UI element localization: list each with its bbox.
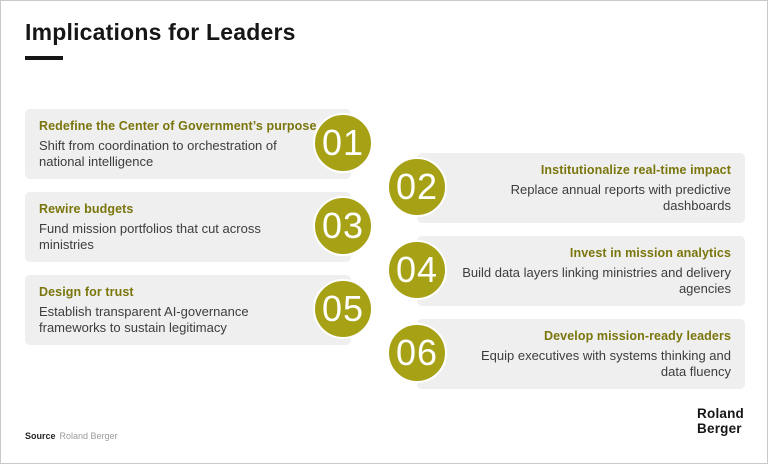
- item-number-badge: [313, 279, 373, 339]
- item-heading: Design for trust: [39, 285, 134, 299]
- item-body: Shift from coordination to orchestration of national intelligence: [39, 138, 277, 169]
- item-body: Build data layers linking ministries and delivery agencies: [462, 265, 731, 296]
- item-number: 06: [395, 332, 439, 373]
- item-number-badge: [313, 196, 373, 256]
- source-label: Source: [25, 431, 56, 441]
- source-line: [25, 431, 118, 441]
- title-underline: [25, 56, 63, 60]
- logo-line2: Berger: [697, 421, 742, 436]
- source-value: Roland Berger: [59, 431, 118, 441]
- item-body: Replace annual reports with predictive dashboards: [510, 182, 731, 213]
- item-card: [417, 153, 745, 223]
- item-heading: Develop mission-ready leaders: [543, 329, 731, 343]
- item-heading: Rewire budgets: [39, 202, 134, 216]
- item-number: 01: [321, 122, 365, 163]
- item-card: [417, 319, 745, 389]
- item-number-badge: [313, 113, 373, 173]
- roland-berger-logo: [697, 406, 744, 436]
- item-number: 05: [321, 288, 365, 329]
- item-card: [25, 109, 351, 179]
- item-heading: Redefine the Center of Government’s purpose: [39, 119, 317, 133]
- page-title: Implications for Leaders: [25, 19, 296, 45]
- logo-line1: Roland: [697, 406, 744, 421]
- item-heading: Invest in mission analytics: [569, 246, 731, 260]
- item-card: [25, 192, 351, 262]
- item-number: 03: [321, 205, 365, 246]
- item-card: [417, 236, 745, 306]
- item-number-badge: [387, 323, 447, 383]
- item-body: Establish transparent AI-governance frameworks to sustain legitimacy: [39, 304, 249, 335]
- item-number: 02: [395, 166, 439, 207]
- item-number: 04: [395, 249, 439, 290]
- item-heading: Institutionalize real-time impact: [540, 163, 731, 177]
- item-body: Fund mission portfolios that cut across ministries: [39, 221, 261, 252]
- item-number-badge: [387, 157, 447, 217]
- item-body: Equip executives with systems thinking and data fluency: [480, 348, 731, 379]
- item-number-badge: [387, 240, 447, 300]
- item-card: [25, 275, 351, 345]
